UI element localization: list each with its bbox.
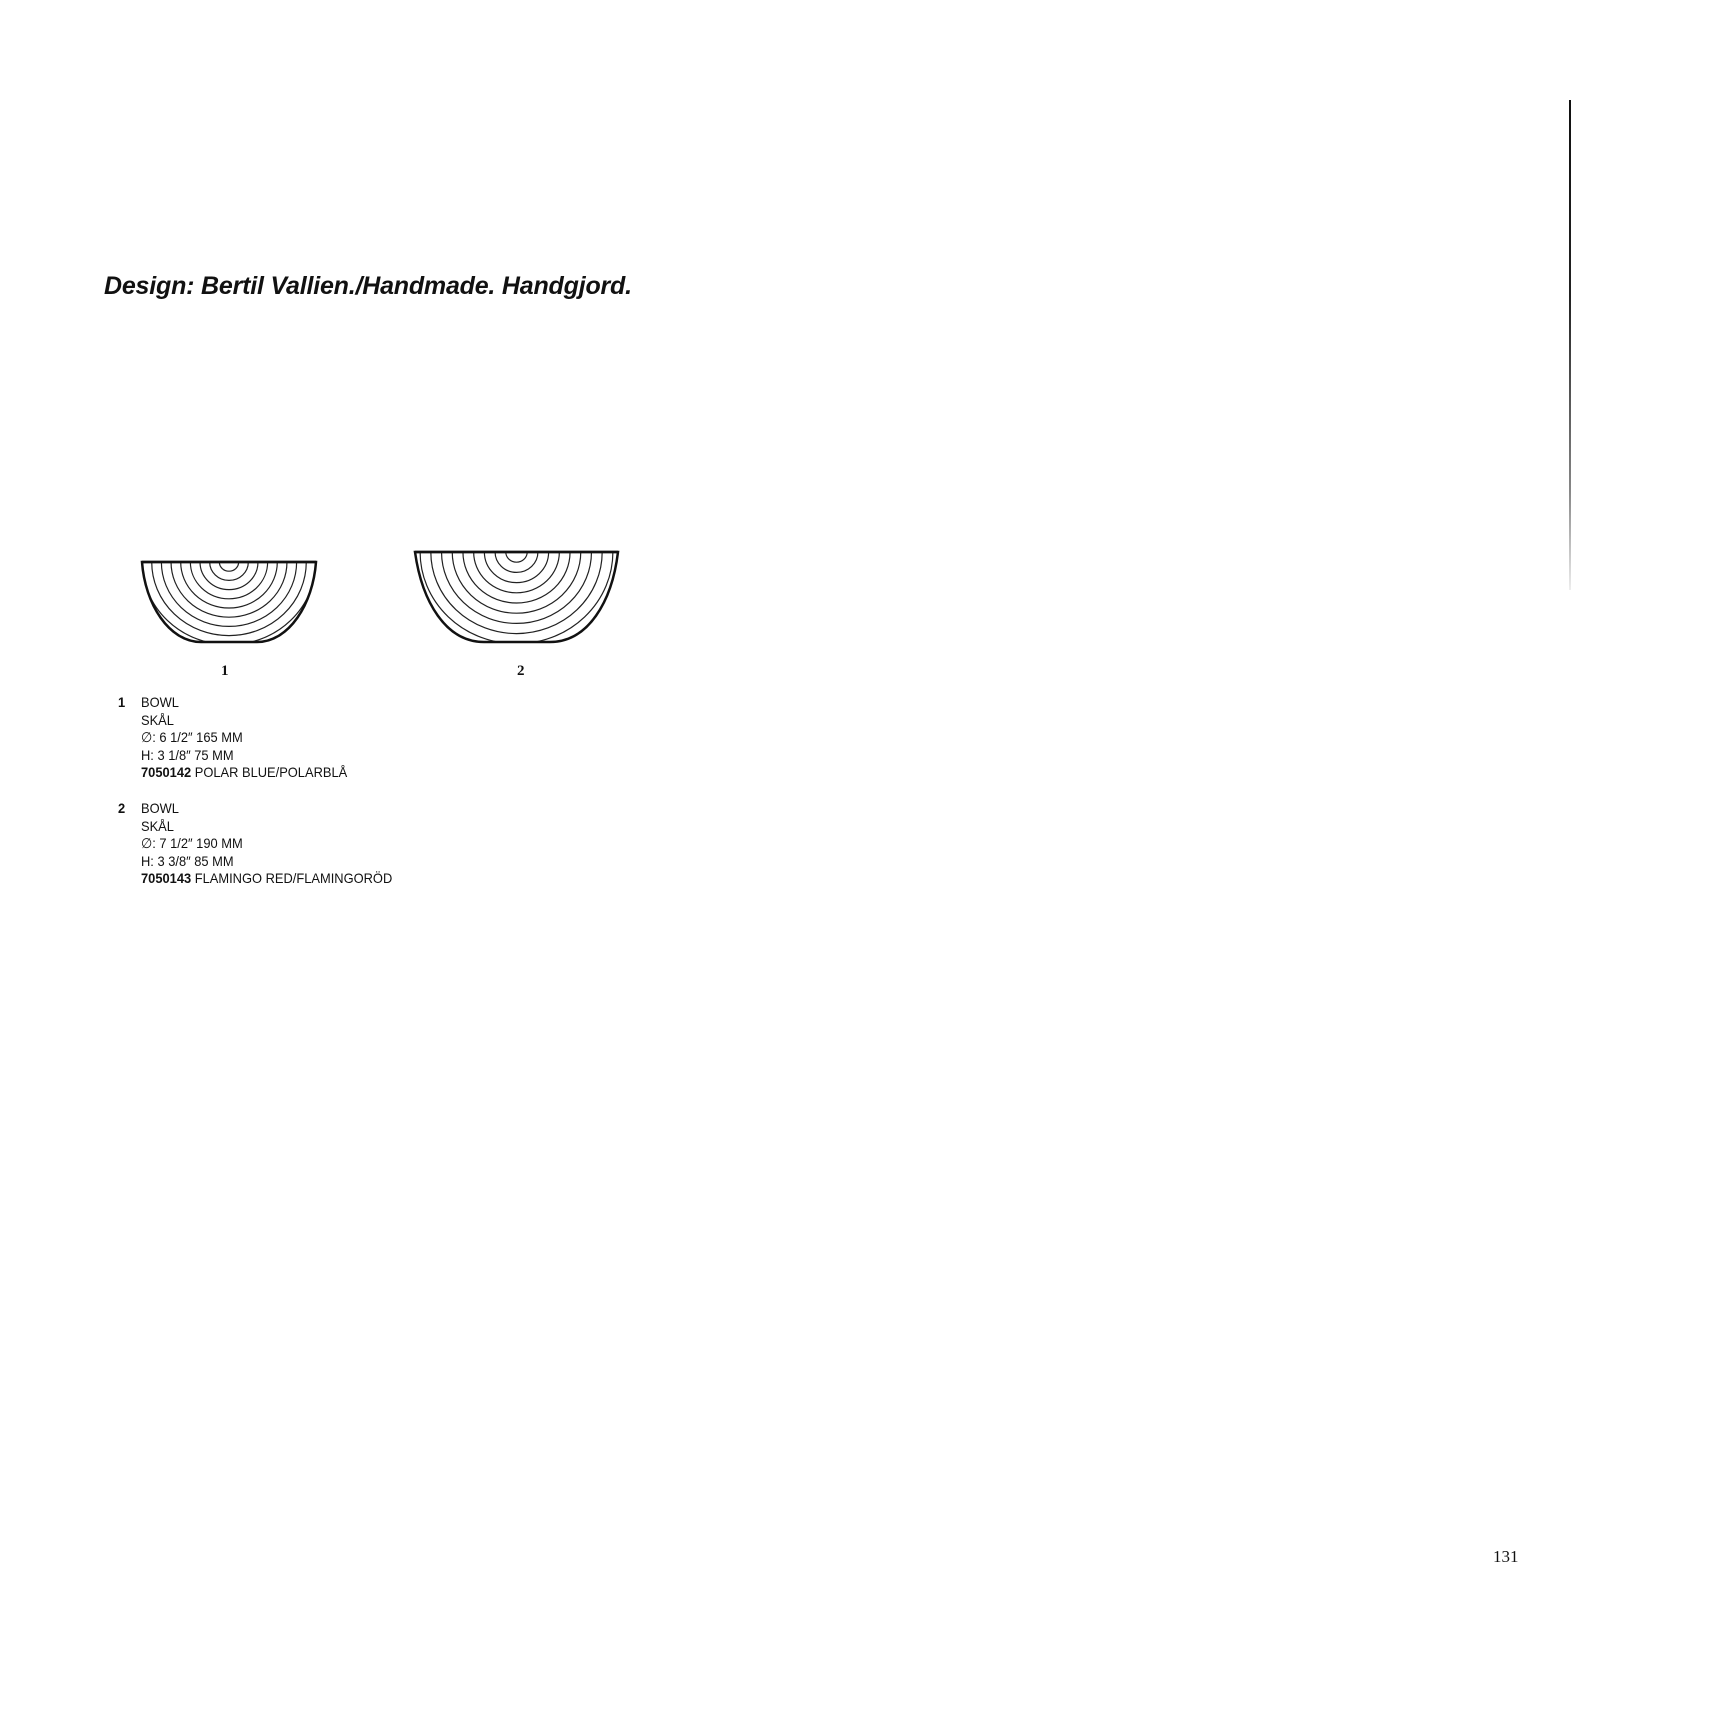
item-article-line — [141, 870, 392, 888]
item-name-sv: SKÅL — [141, 711, 174, 728]
item-height: H: 3 3/8″ 85 MM — [141, 852, 234, 869]
item-diameter: ∅: 6 1/2″ 165 MM — [141, 729, 243, 746]
item-diameter: ∅: 7 1/2″ 190 MM — [141, 835, 243, 852]
item-article-number: 7050143 — [141, 870, 192, 887]
margin-rule — [1569, 100, 1571, 590]
item-number: 2 — [118, 800, 126, 816]
item-height: H: 3 1/8″ 75 MM — [141, 746, 234, 763]
figure-number-2: 2 — [517, 663, 525, 679]
item-article-number: 7050142 — [141, 764, 192, 781]
bowl-drawing-2 — [412, 546, 622, 646]
page-heading: Design: Bertil Vallien./Handmade. Handgjord. — [104, 272, 632, 300]
item-name-en: BOWL — [141, 694, 179, 710]
item-number: 1 — [118, 694, 126, 710]
figure-number-1: 1 — [221, 663, 229, 679]
page-number: 131 — [1493, 1547, 1519, 1566]
item-color: POLAR BLUE/POLARBLÅ — [194, 764, 348, 781]
item-name-en: BOWL — [141, 800, 179, 816]
item-color: FLAMINGO RED/FLAMINGORÖD — [194, 870, 393, 887]
item-article-line — [141, 764, 347, 782]
item-name-sv: SKÅL — [141, 817, 174, 834]
bowl-drawing-1 — [139, 556, 319, 644]
